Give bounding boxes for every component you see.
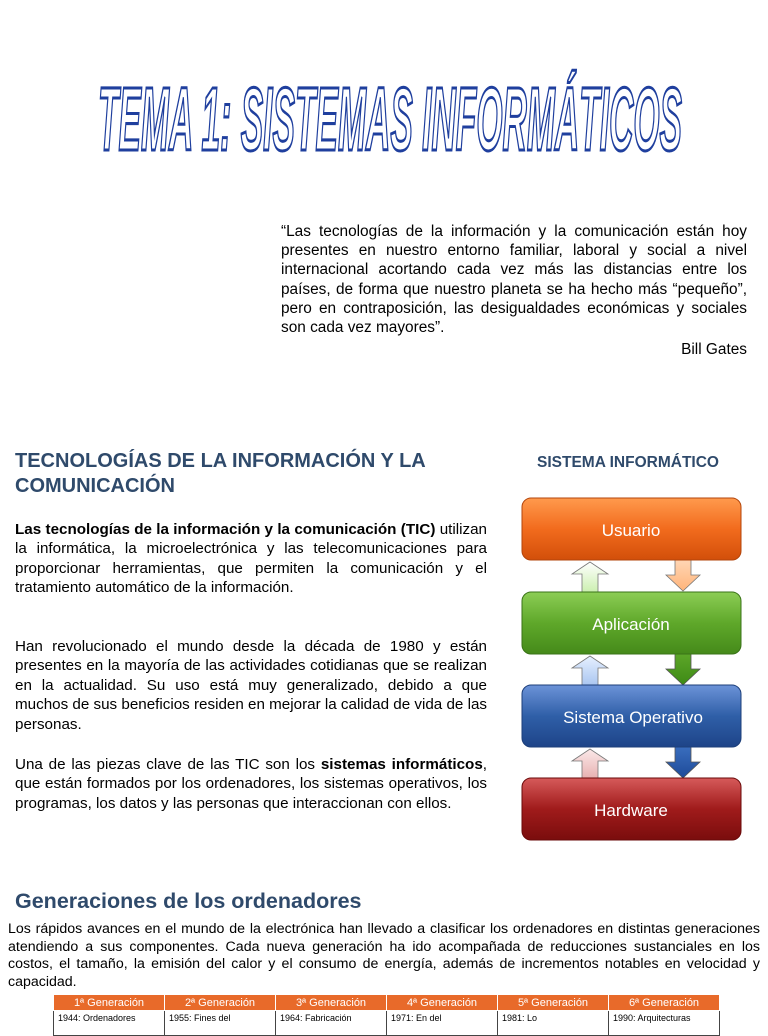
table-header-cell: 3ª Generación [276,995,387,1011]
layer-hardware [522,778,741,840]
arrow-down-3 [666,745,700,778]
table-row [54,1011,720,1036]
table-header-cell: 1ª Generación [54,995,165,1011]
arrow-down-1 [666,558,700,591]
layer-hardware-label: Hardware [594,801,668,820]
tic-heading: TECNOLOGÍAS DE LA INFORMACIÓN Y LA COMUNICACIÓN [15,450,426,497]
table-header-cell: 4ª Generación [387,995,498,1011]
tic-paragraph-2: Han revolucionado el mundo desde la década de 1980 y están presentes en la mayoría de las actividades cotidianas que se realizan en la actualidad. Su uso está muy generalizado, debido a que muchos de sus beneficios residen en mejorar la calidad de vida de las personas. [15,638,487,733]
layer-usuario [522,498,741,560]
layer-usuario-label: Usuario [601,521,661,540]
generations-heading: Generaciones de los ordenadores [15,889,362,913]
quote-text: “Las tecnologías de la información y la comunicación están hoy presentes en nuestro entorno familiar, laboral y social a nivel internacional acortando cada vez más las distancias entre los países, de forma que nuestro planeta se ha hecho más “pequeño”, pero en contraposición, las desigualdades económicas y sociales son cada vez mayores”. [281,223,747,337]
table-header-row [54,995,720,1011]
layer-sistema-operativo [522,685,741,747]
generations-table [53,994,720,1036]
table-cell: 1944: Ordenadores [54,1011,165,1036]
table-header-cell: 2ª Generación [165,995,276,1011]
diagram-title: SISTEMA INFORMÁTICO [537,454,719,471]
tic-p1-text: utilizan la informática, la microelectrónica y las telecomunicaciones para proporcionar herramientas, que permiten la comunicación y el tratamiento automático de la información. [15,521,487,597]
layer-sistema-label: Sistema Operativo [563,708,703,727]
layer-aplicacion-label: Aplicación [592,615,670,634]
arrow-down-2 [666,652,700,685]
table-cell: 1955: Fines del [165,1011,276,1036]
arrow-up-1 [572,562,608,592]
arrow-up-2 [572,656,608,686]
table-header-cell: 6ª Generación [609,995,720,1011]
table-cell: 1990: Arquitecturas [609,1011,720,1036]
system-diagram [520,496,745,844]
table-cell: 1971: En del [387,1011,498,1036]
table-header-cell: 5ª Generación [498,995,609,1011]
tic-bold-term: Las tecnologías de la información y la comunicación (TIC) [15,521,436,538]
layer-aplicacion [522,592,741,654]
generations-text: Los rápidos avances en el mundo de la electrónica han llevado a clasificar los ordenadores en distintas generaciones atendiendo a sus componentes. Cada nueva generación ha ido acompañada de reducciones sustanciales en los costos, el tamaño, la emisión del calor y el consumo de energía, además de incrementos notables en velocidad y capacidad. [8,921,760,990]
table-cell: 1964: Fabricación [276,1011,387,1036]
page-title-text: TEMA 1: SISTEMAS INFORMÁTICOS [98,70,683,160]
tic-p3-bold: sistemas informáticos [320,756,483,773]
quote-author: Bill Gates [681,341,747,358]
tic-p3-end: , que están formados por los ordenadores, los sistemas operativos, los programas, los datos y las personas que interaccionan con ellos. [15,756,488,812]
arrow-up-3 [572,749,608,779]
tic-p3-start: Una de las piezas clave de las TIC son los [15,756,321,773]
page-title [0,60,768,160]
tic-paragraph-3 [15,755,487,813]
tic-paragraph-1 [15,520,487,598]
table-cell: 1981: Lo [498,1011,609,1036]
